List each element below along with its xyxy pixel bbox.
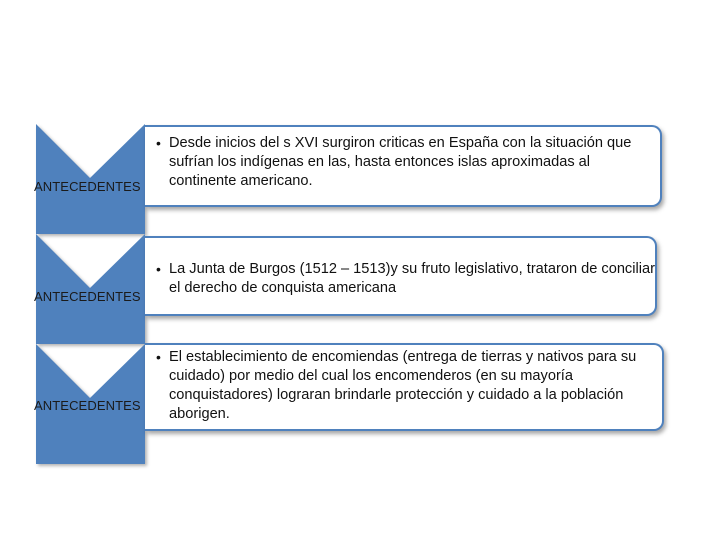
bullet-text: Desde inicios del s XVI surgiron criticas en España con la situación que sufrían los indígenas en las, hasta entonces islas aproximadas al continente americano.: [169, 135, 632, 189]
row-label: ANTECEDENTES: [34, 179, 141, 194]
bullet-text: El establecimiento de encomiendas (entrega de tierras y nativos para su cuidado) por medio del cual los encomenderos (en su mayoría conquistadores) lograran brindarle protección y cuidado a la población aborigen.: [169, 349, 637, 422]
row-label: ANTECEDENTES: [34, 289, 141, 304]
bullet-item: [145, 260, 655, 298]
content-box-3: [145, 343, 664, 431]
row-label: ANTECEDENTES: [34, 398, 141, 413]
content-box-2: [145, 236, 657, 316]
bullet-icon: •: [156, 135, 161, 151]
bullet-icon: •: [156, 261, 161, 277]
bullet-item: [145, 348, 662, 424]
content-box-1: [145, 125, 662, 207]
bullet-item: [145, 134, 660, 191]
bullet-text: La Junta de Burgos (1512 – 1513)y su fruto legislativo, trataron de conciliar el derecho de conquista americana: [169, 261, 655, 296]
bullet-icon: •: [156, 349, 161, 365]
